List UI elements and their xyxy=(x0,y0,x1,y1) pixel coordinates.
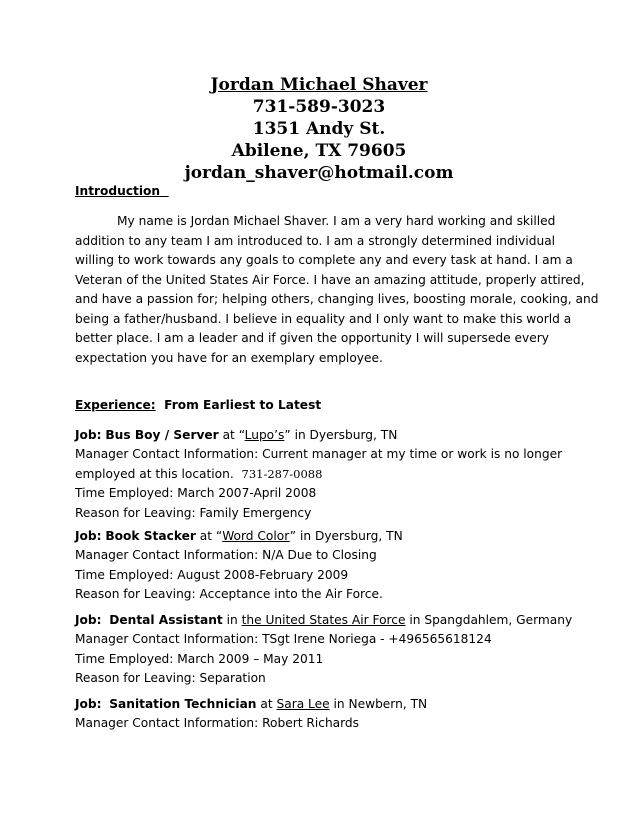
experience-subtitle: From Earliest to Latest xyxy=(164,398,322,412)
candidate-phone: 731-589-3023 xyxy=(252,97,386,117)
introduction-paragraph xyxy=(75,212,599,368)
manager-contact: Manager Contact Information: TSgt Irene Noriega - +496565618124 xyxy=(75,632,492,647)
job-location: in Dyersburg, TN xyxy=(294,428,398,442)
employer-name: Word Color xyxy=(222,529,290,543)
job-location: in Newbern, TN xyxy=(333,697,428,711)
job-location: in Spangdahlem, Germany xyxy=(409,613,573,627)
manager-phone: 731-287-0088 xyxy=(241,466,323,481)
time-employed: Time Employed: March 2009 – May 2011 xyxy=(75,651,324,666)
job-title-line: Job: Book Stacker at “Word Color” in Dyersburg, TN xyxy=(75,529,403,543)
job-entry xyxy=(75,695,575,734)
job-entry xyxy=(75,426,575,523)
job-title-line: Job: Bus Boy / Server at “Lupo’s” in Dyersburg, TN xyxy=(75,428,398,442)
employer-name: Lupo’s xyxy=(244,428,285,442)
candidate-city: Abilene, TX 79605 xyxy=(231,141,407,161)
candidate-street: 1351 Andy St. xyxy=(252,119,386,139)
reason-for-leaving: Reason for Leaving: Acceptance into the Air Force. xyxy=(75,587,383,602)
intro-line: and have a passion for; helping others, changing lives, boosting morale, cooking, and xyxy=(75,292,599,306)
time-employed: Time Employed: March 2007-April 2008 xyxy=(75,486,317,501)
intro-line: better place. I am a leader and if given the opportunity I will supersede every xyxy=(75,331,549,345)
job-position: Dental Assistant xyxy=(109,613,223,627)
reason-for-leaving: Reason for Leaving: Family Emergency xyxy=(75,505,312,520)
intro-line: being a father/husband. I believe in equality and I only want to make this world a xyxy=(75,311,572,326)
job-position: Bus Boy / Server xyxy=(105,428,219,442)
resume-header xyxy=(0,74,638,184)
intro-line: expectation you have for an exemplary employee. xyxy=(75,350,383,365)
job-position: Book Stacker xyxy=(105,529,196,543)
introduction-heading: Introduction xyxy=(75,184,161,198)
intro-line: Veteran of the United States Air Force. I have an amazing attitude, properly attired, xyxy=(75,272,585,287)
intro-line: willing to work towards any goals to complete any and every task at hand. I am a xyxy=(75,253,573,267)
candidate-email: jordan_shaver@hotmail.com xyxy=(184,163,454,183)
job-entry xyxy=(75,611,575,689)
job-entry xyxy=(75,527,575,605)
employer-name: the United States Air Force xyxy=(241,613,406,627)
job-title-line: Job: Sanitation Technician at Sara Lee in Newbern, TN xyxy=(75,697,428,711)
intro-line: addition to any team I am introduced to. I am a strongly determined individual xyxy=(75,233,556,248)
manager-contact: Manager Contact Information: Current manager at my time or work is no longer xyxy=(75,447,563,462)
time-employed: Time Employed: August 2008-February 2009 xyxy=(75,567,349,582)
reason-for-leaving: Reason for Leaving: Separation xyxy=(75,671,266,686)
experience-heading: Experience: From Earliest to Latest xyxy=(75,398,322,412)
candidate-name: Jordan Michael Shaver xyxy=(210,75,428,95)
intro-line: My name is Jordan Michael Shaver. I am a very hard working and skilled xyxy=(117,214,556,228)
job-title-line: Job: Dental Assistant in the United States Air Force in Spangdahlem, Germany xyxy=(75,613,573,627)
manager-contact: Manager Contact Information: Robert Richards xyxy=(75,716,360,731)
manager-contact: Manager Contact Information: N/A Due to Closing xyxy=(75,548,377,563)
employer-name: Sara Lee xyxy=(276,697,330,711)
job-position: Sanitation Technician xyxy=(109,697,257,711)
manager-contact-cont: employed at this location. 731-287-0088 xyxy=(75,466,323,481)
job-location: in Dyersburg, TN xyxy=(299,529,403,543)
